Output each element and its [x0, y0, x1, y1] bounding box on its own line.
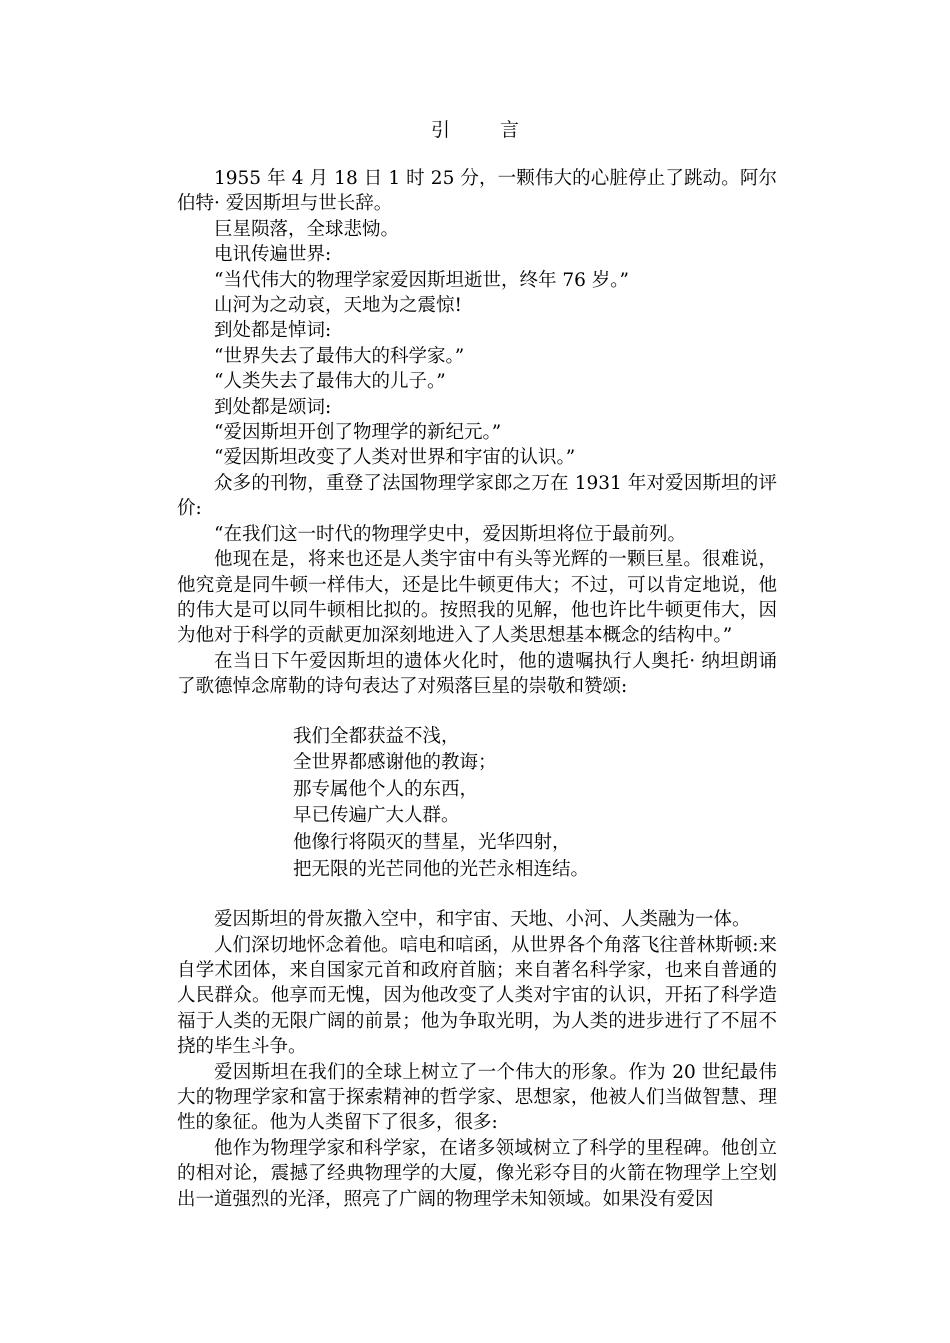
quote-paragraph: “在我们这一时代的物理学史中，爱因斯坦将位于最前列。	[214, 523, 686, 545]
quote-paragraph: “世界失去了最伟大的科学家。”	[214, 345, 465, 367]
page-title: 引 言	[430, 119, 542, 141]
poem-line: 全世界都感谢他的教诲；	[293, 752, 497, 774]
paragraph: 爱因斯坦在我们的全球上树立了一个伟大的形象。作为 20 世纪最伟大的物理学家和富于探索精神的哲学家、思想家，他被人们当做智慧、理性的象征。他为人类留下了很多，很多:	[177, 1061, 777, 1134]
quote-paragraph: 他现在是，将来也还是人类宇宙中有头等光辉的一颗巨星。很难说，他究竟是同牛顿一样伟大，还是比牛顿更伟大；不过，可以肯定地说，他的伟大是可以同牛顿相比拟的。按照我的见解，他也许比牛顿更伟大，因为他对于科学的贡献更加深刻地进入了人类思想基本概念的结构中。”	[177, 549, 777, 647]
paragraph: 电讯传遍世界:	[214, 244, 332, 266]
paragraph: 到处都是悼词:	[214, 320, 332, 342]
paragraph: 人们深切地怀念着他。唁电和唁函，从世界各个角落飞往普林斯顿:来自学术团体，来自国家元首和政府首脑；来自著名科学家，也来自普通的人民群众。他享而无愧，因为他改变了人类对宇宙的认识，开拓了科学造福于人类的无限广阔的前景；他为争取光明，为人类的进步进行了不屈不挠的毕生斗争。	[177, 934, 777, 1058]
poem-line: 早已传遍广大人群。	[293, 805, 460, 827]
poem-block	[293, 724, 777, 884]
poem-line: 那专属他个人的东西，	[293, 778, 479, 800]
quote-paragraph: “人类失去了最伟大的儿子。”	[214, 371, 446, 393]
paragraph: 在当日下午爱因斯坦的遗体火化时，他的遗嘱执行人奥托· 纳坦朗诵了歌德悼念席勒的诗句表达了对殒落巨星的崇敬和赞颂:	[177, 650, 777, 698]
paragraph: 众多的刊物，重登了法国物理学家郎之万在 1931 年对爱因斯坦的评价:	[177, 472, 777, 520]
paragraph: 爱因斯坦的骨灰撒入空中，和宇宙、天地、小河、人类融为一体。	[214, 909, 751, 931]
poem-line: 我们全都获益不浅，	[293, 725, 460, 747]
paragraph: 山河为之动哀，天地为之震惊!	[214, 295, 462, 317]
paragraph: 到处都是颂词:	[214, 396, 332, 418]
poem-line: 把无限的光芒同他的光芒永相连结。	[293, 858, 590, 880]
poem-line: 他像行将陨灭的彗星，光华四射，	[293, 831, 571, 853]
quote-paragraph: “当代伟大的物理学家爱因斯坦逝世，终年 76 岁。”	[214, 269, 629, 291]
paragraph: 巨星陨落，全球悲恸。	[214, 218, 400, 240]
quote-paragraph: “爱因斯坦改变了人类对世界和宇宙的认识。”	[214, 447, 576, 469]
quote-paragraph: “爱因斯坦开创了物理学的新纪元。”	[214, 422, 502, 444]
paragraph: 他作为物理学家和科学家，在诸多领域树立了科学的里程碑。他创立的相对论，震撼了经典物理学的大厦，像光彩夺目的火箭在物理学上空划出一道强烈的光泽，照亮了广阔的物理学未知领域。如果没有爱因	[177, 1137, 777, 1210]
paragraph: 1955 年 4 月 18 日 1 时 25 分，一颗伟大的心脏停止了跳动。阿尔伯特· 爱因斯坦与世长辞。	[177, 168, 777, 215]
body-text	[177, 166, 777, 1212]
